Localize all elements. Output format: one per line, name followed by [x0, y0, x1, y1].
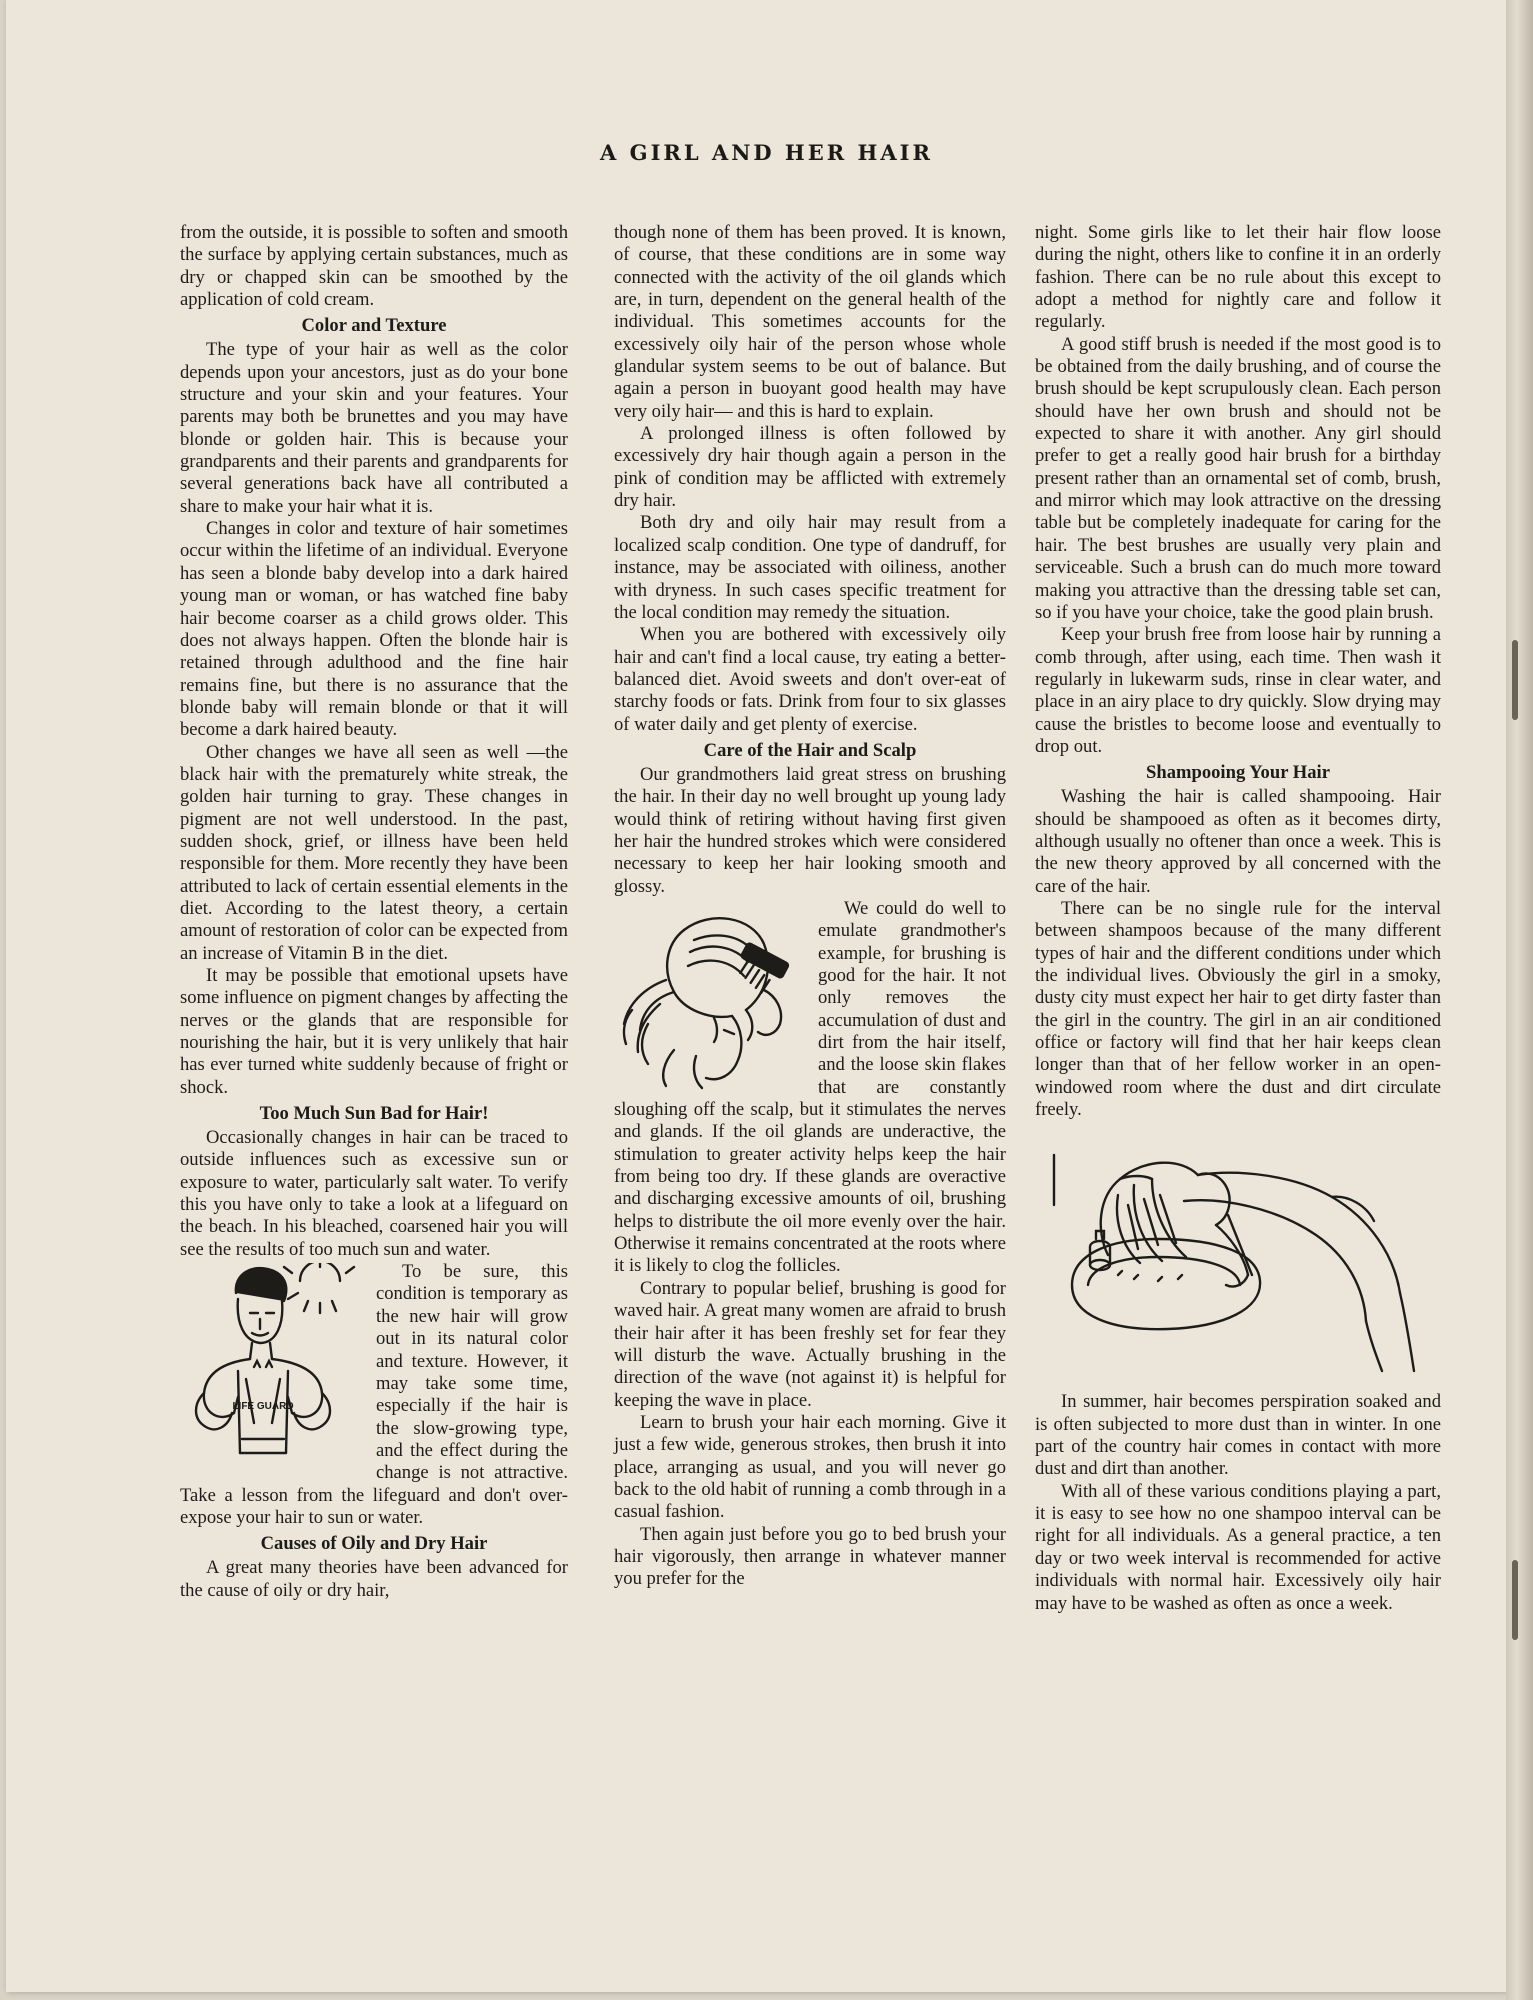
girl-brushing-hair-illustration [614, 900, 810, 1090]
paragraph: The type of your hair as well as the color depends upon your ancestors, just as do your bone structure and your skin and your features. Your parents may both be brunettes and you may have blonde or golden hair. This is because your grandparents and their parents and grandparents for several generations back have all contributed a share to make your hair what it is. [180, 339, 568, 517]
paragraph: Keep your brush free from loose hair by running a comb through, after using, each time. Then wash it regularly in lukewarm suds, rinse in clear water, and place in an airy place to dry quickly. Slow drying may cause the bristles to become loose and eventually to drop out. [1035, 624, 1441, 757]
paragraph: A prolonged illness is often followed by excessively dry hair though again a person in the pink of condition may be afflicted with extremely dry hair. [614, 423, 1006, 512]
column-2 [614, 222, 1006, 1591]
paragraph: Our grandmothers laid great stress on brushing the hair. In their day no well brought up young lady would think of retiring without having first given her hair the hundred strokes which were considered necessary to keep her hair looking smooth and glossy. [614, 763, 1006, 897]
lifeguard-illustration [180, 1263, 368, 1468]
paragraph: When you are bothered with excessively oily hair and can't find a local cause, try eating a better-balanced diet. Avoid sweets and don't over-eat of starchy foods or fats. Drink from four to six glasses of water daily and get plenty of exercise. [614, 624, 1006, 735]
section-heading-care: Care of the Hair and Scalp [703, 739, 917, 761]
paragraph: Contrary to popular belief, brushing is good for waved hair. A great many women are afraid to brush their hair after it has been freshly set for fear they will disturb the wave. Actually brushing in the direction of the wave (not against it) is helpful for keeping the wave in place. [614, 1277, 1006, 1411]
page-edge [1506, 0, 1533, 2000]
girl-washing-hair-illustration [1048, 1135, 1428, 1373]
paragraph: In summer, hair becomes perspiration soaked and is often subjected to more dust than in winter. In one part of the country hair comes in contact with more dust and dirt than another. [1035, 1391, 1441, 1480]
paragraph: Occasionally changes in hair can be traced to outside influences such as excessive sun or exposure to water, particularly salt water. To verify this you have only to take a look at a lifeguard on the beach. In his bleached, coarsened hair you will see the results of too much sun and water. [180, 1127, 568, 1260]
page-title: A GIRL AND HER HAIR [600, 140, 933, 165]
lifeguard-label: LIFE GUARD [232, 1401, 294, 1413]
paragraph: Changes in color and texture of hair sometimes occur within the lifetime of an individual. Everyone has seen a blonde baby develop into a dark haired young man or woman, or has watched fine baby hair become coarser as a child grows older. This does not always happen. Often the blonde hair is retained through adulthood and the fine hair remains fine, but there is no assurance that the blonde baby will remain blonde or that it will become a dark haired beauty. [180, 518, 568, 741]
paragraph: night. Some girls like to let their hair flow loose during the night, others like to confine it in an orderly fashion. There can be no rule about this except to adopt a method for nightly care and follow it regularly. [1035, 222, 1441, 333]
section-heading-shampoo: Shampooing Your Hair [1146, 762, 1330, 784]
paragraph: from the outside, it is possible to soften and smooth the surface by applying certain substances, much as dry or chapped skin can be smoothed by the application of cold cream. [180, 222, 568, 311]
paragraph: A great many theories have been advanced for the cause of oily or dry hair, [180, 1557, 568, 1601]
section-heading-oily: Causes of Oily and Dry Hair [260, 1533, 488, 1555]
paragraph: Other changes we have all seen as well —the black hair with the prematurely white streak, the golden hair turning to gray. These changes in pigment are not well understood. In the past, sudden shock, grief, or illness have been held responsible for them. More recently they have been attributed to lack of certain essential elements in the diet. According to the latest theory, a certain amount of restoration of color can be expected from an increase of Vitamin B in the diet. [180, 741, 568, 964]
binding-clip [1512, 640, 1518, 720]
paragraph: Both dry and oily hair may result from a localized scalp condition. One type of dandruff, for instance, may be associated with oiliness, another with dryness. In such cases specific treatment for the local condition may remedy the situation. [614, 512, 1006, 623]
paragraph: though none of them has been proved. It is known, of course, that these conditions are in some way connected with the activity of the oil glands which are, in turn, dependent on the general health of the individual. This sometimes accounts for the excessively oily hair of the person whose whole glandular system seems to be out of balance. But again a person in buoyant good health may have very oily hair— and this is hard to explain. [614, 222, 1006, 422]
paragraph: Washing the hair is called shampooing. Hair should be shampooed as often as it becomes dirty, although usually no oftener than once a week. This is the new theory approved by all concerned with the care of the hair. [1035, 786, 1441, 897]
column-1 [180, 222, 568, 1602]
column-3 [1035, 222, 1441, 1615]
paragraph: To be sure, this condition is temporary as the new hair will grow out in its natural color and texture. However, it may take some time, especially if the hair is the slow-growing type, and the effect during the change is not attractive. Take a lesson from the lifeguard and don't over-expose your hair to sun or water. [180, 1261, 568, 1528]
paragraph: Learn to brush your hair each morning. Give it just a few wide, generous strokes, then brush it into place, arranging as usual, and you will never go back to the old habit of running a comb through in a casual fashion. [614, 1411, 1006, 1523]
section-heading-sun: Too Much Sun Bad for Hair! [259, 1103, 489, 1125]
paragraph: We could do well to emulate grandmother's example, for brushing is good for the hair. It not only removes the accumulation of dust and dirt from the hair itself, and the loose skin flakes that are constantly sloughing off the scalp, but it stimulates the nerves and glands. If the oil glands are underactive, the stimulation to greater activity helps keep the hair from being too dry. If these glands are overactive and discharging excessive amounts of oil, brushing helps to distribute the oil more evenly over the hair. Otherwise it remains concentrated at the roots where it is likely to clog the follicles. [614, 897, 1006, 1277]
section-heading-color: Color and Texture [301, 315, 447, 337]
paragraph: There can be no single rule for the interval between shampoos because of the many different types of hair and the different conditions under which the individual lives. Obviously the girl in a smoky, dusty city must expect her hair to get dirty faster than the girl in the country. The girl in an air conditioned office or factory will find that her hair keeps clean longer than that of her fellow worker in an open-windowed room where the dust and dirt circulate freely. [1035, 897, 1441, 1121]
paragraph: It may be possible that emotional upsets have some influence on pigment changes by affecting the nerves or the glands that are responsible for nourishing the hair, but it is very unlikely that hair has ever turned white suddenly because of fright or shock. [180, 965, 568, 1098]
paragraph: Then again just before you go to bed brush your hair vigorously, then arrange in whatever manner you prefer for the [614, 1523, 1006, 1590]
paragraph: A good stiff brush is needed if the most good is to be obtained from the daily brushing, and of course the brush should be kept scrupulously clean. Each person should have her own brush and should not be expected to share it with another. Any girl should prefer to get a really good hair brush for a birthday present rather than an ornamental set of comb, brush, and mirror which may look attractive on the dressing table but be completely inadequate for caring for the hair. The best brushes are usually very plain and serviceable. Such a brush can do much more toward making you attractive than the dressing table set can, so if you have your choice, take the good plain brush. [1035, 333, 1441, 623]
paragraph: With all of these various conditions playing a part, it is easy to see how no one shampoo interval can be right for all individuals. As a general practice, a ten day or two week interval is recommended for active individuals with normal hair. Excessively oily hair may have to be washed as often as once a week. [1035, 1480, 1441, 1614]
binding-clip [1512, 1560, 1518, 1640]
